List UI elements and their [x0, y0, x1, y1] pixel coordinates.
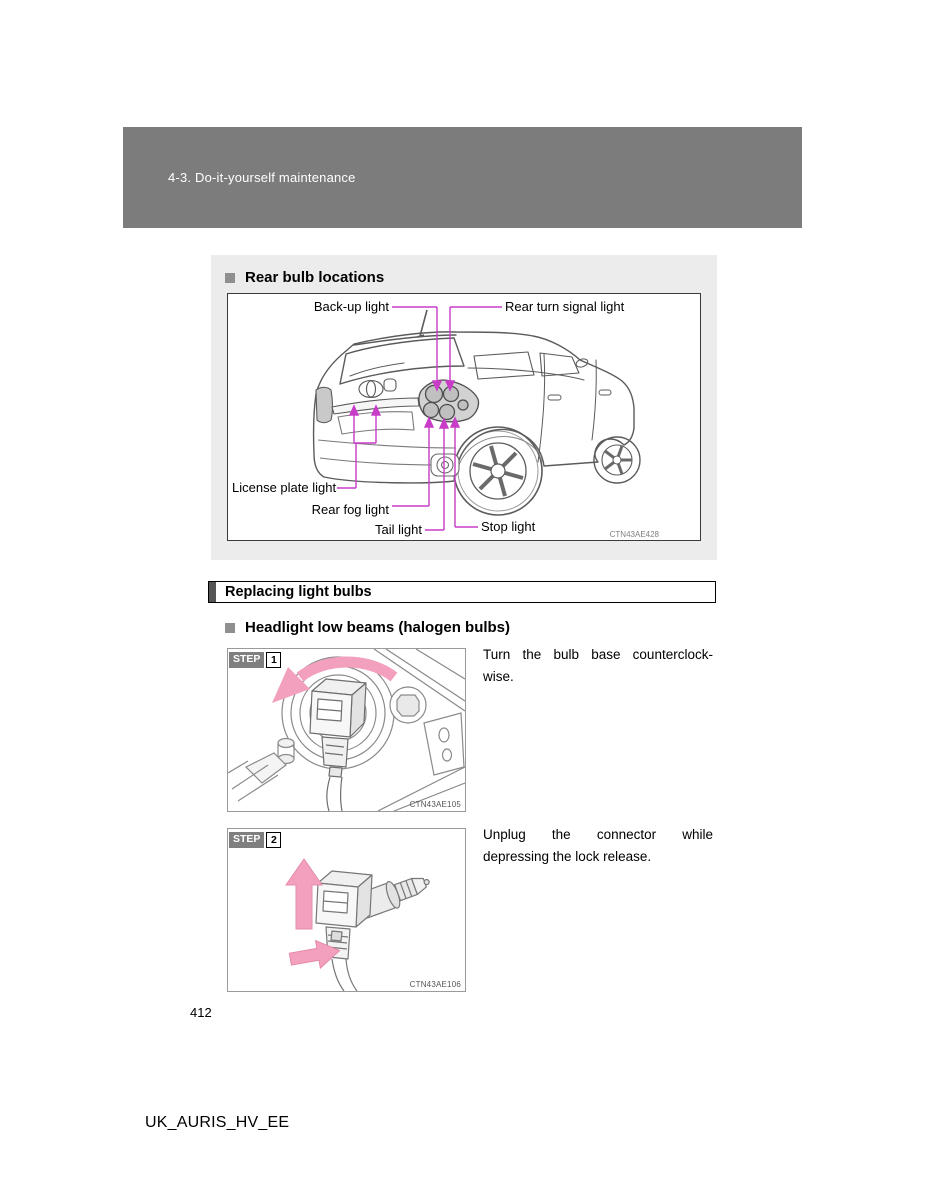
rear-wheel — [454, 427, 542, 515]
square-bullet-icon — [225, 623, 235, 633]
label-license-plate-light: License plate light — [232, 480, 337, 495]
page-number: 412 — [190, 1005, 212, 1020]
chapter-header-bar — [123, 127, 802, 228]
rear-bulb-figure — [227, 293, 701, 541]
step-1-instruction — [483, 644, 713, 688]
wire — [327, 777, 342, 811]
label-rear-fog-light: Rear fog light — [311, 502, 389, 517]
label-backup-light: Back-up light — [313, 299, 389, 314]
section-header-replacing — [208, 581, 716, 603]
subsection-headlight-low-beams — [225, 620, 510, 635]
step-label: STEP — [229, 652, 264, 668]
step-2-badge — [229, 832, 281, 848]
rear-bulb-locations-panel — [211, 255, 717, 560]
square-bullet-icon — [225, 273, 235, 283]
step-number: 1 — [266, 652, 281, 668]
section-title: Replacing light bulbs — [225, 584, 372, 600]
instruction-line: depressing the lock release. — [483, 849, 652, 864]
figure-code: CTN43AE428 — [609, 530, 659, 539]
step-2-illustration — [228, 829, 465, 991]
step-1-illustration — [228, 649, 465, 811]
label-tail-light: Tail light — [375, 522, 422, 537]
step-1-badge — [229, 652, 281, 668]
step-2-instruction — [483, 824, 713, 868]
section-accent-bar — [209, 582, 216, 602]
rear-bulb-title: Rear bulb locations — [245, 269, 385, 286]
figure-code: CTN43AE105 — [409, 800, 461, 809]
toyota-emblem — [359, 381, 383, 398]
document-footer-code: UK_AURIS_HV_EE — [145, 1114, 290, 1131]
step-1-figure — [227, 648, 466, 812]
step-number: 2 — [266, 832, 281, 848]
instruction-line: Unplug the connector while — [483, 827, 713, 842]
label-stop-light: Stop light — [481, 519, 536, 534]
wire — [332, 959, 357, 991]
car-rear-illustration — [228, 294, 700, 540]
rear-bulb-heading — [225, 270, 384, 286]
front-wheel — [594, 437, 640, 483]
subsection-title: Headlight low beams (halogen bulbs) — [245, 619, 511, 636]
chapter-title: 4-3. Do-it-yourself maintenance — [168, 170, 356, 185]
bulb-connector — [316, 871, 372, 991]
figure-code: CTN43AE106 — [409, 980, 461, 989]
instruction-line: Turn the bulb base counterclock- — [483, 647, 713, 662]
step-label: STEP — [229, 832, 264, 848]
label-rear-turn-signal-light: Rear turn signal light — [505, 299, 625, 314]
far-side-tail-light — [316, 387, 333, 422]
instruction-line: wise. — [483, 669, 514, 684]
step-2-figure — [227, 828, 466, 992]
